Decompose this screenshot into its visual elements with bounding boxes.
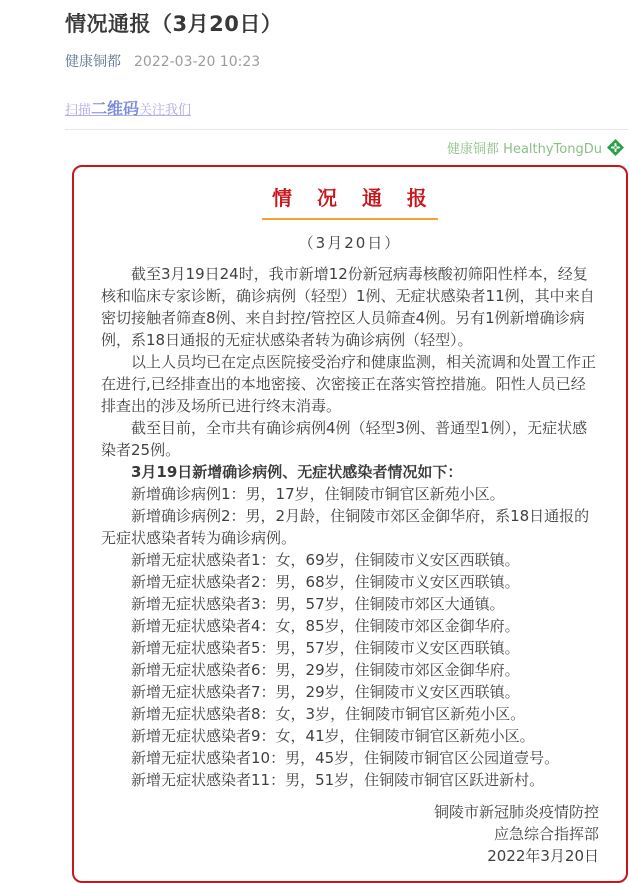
article-meta (65, 51, 628, 71)
case-line: 新增无症状感染者10：男，45岁，住铜陵市铜官区公园道壹号。 (131, 749, 560, 767)
case-line: 新增无症状感染者5：男，57岁，住铜陵市义安区西联镇。 (131, 639, 520, 657)
notice-paragraph: 以上人员均已在定点医院接受治疗和健康监测，相关流调和处置工作正在进行,已经排查出的本地密接、次密接正在落实管控措施。阳性人员已经排查出的涉及场所已进行终末消毒。 (101, 353, 597, 415)
publish-timestamp: 2022-03-20 10:23 (134, 54, 261, 70)
notice-date-line: （3月20日） (298, 234, 402, 252)
notice-heading-wrap (101, 182, 599, 220)
subscribe-qr-link[interactable] (65, 96, 628, 119)
case-line: 新增无症状感染者7：男，29岁，住铜陵市义安区西联镇。 (131, 683, 520, 701)
case-line: 新增确诊病例1：男，17岁，住铜陵市铜官区新苑小区。 (131, 485, 505, 503)
case-line: 新增无症状感染者6：男，29岁，住铜陵市郊区金御华府。 (131, 661, 520, 679)
signature-block (101, 801, 599, 867)
signature-line: 铜陵市新冠肺炎疫情防控 (433, 803, 599, 821)
cases-section-heading: 3月19日新增确诊病例、无症状感染者情况如下： (131, 463, 463, 481)
subscribe-suffix-text: 关注我们 (139, 103, 192, 118)
notice-paragraph: 截至3月19日24时，我市新增12份新冠病毒核酸初筛阳性样本，经复核和临床专家诊断，确诊病例（轻型）1例、无症状感染者11例，其中来自密切接触者筛查8例、来自封控/管控区人员筛查4例。另有1例新增确诊病例，系18日通报的无症状感染者转为确诊病例（轻型）。 (101, 265, 595, 349)
article-page (0, 8, 630, 883)
brand-name-label: 健康铜都 HealthyTongDu (447, 142, 602, 157)
header-divider (65, 129, 628, 130)
case-line: 新增无症状感染者1：女，69岁，住铜陵市义安区西联镇。 (131, 551, 520, 569)
notice-card (72, 165, 628, 883)
case-line: 新增无症状感染者2：男，68岁，住铜陵市义安区西联镇。 (131, 573, 520, 591)
signature-line: 2022年3月20日 (487, 847, 599, 865)
case-line: 新增确诊病例2：男，2月龄，住铜陵市郊区金御华府，系18日通报的无症状感染者转为确诊病例。 (101, 507, 590, 547)
case-line: 新增无症状感染者11：男，51岁，住铜陵市铜官区跃进新村。 (131, 771, 545, 789)
case-line: 新增无症状感染者9：女，41岁，住铜陵市铜官区新苑小区。 (131, 727, 535, 745)
subscribe-prefix-text: 扫描 (65, 103, 92, 118)
page-title: 情况通报（3月20日） (65, 12, 283, 36)
notice-body (101, 263, 599, 791)
case-line: 新增无症状感染者3：男，57岁，住铜陵市郊区大通镇。 (131, 595, 505, 613)
notice-paragraph: 截至目前，全市共有确诊病例4例（轻型3例、普通型1例），无症状感染者25例。 (101, 419, 588, 459)
case-line: 新增无症状感染者4：女，85岁，住铜陵市郊区金御华府。 (131, 617, 520, 635)
brand-banner (65, 138, 628, 157)
signature-line: 应急综合指挥部 (493, 825, 599, 843)
case-line: 新增无症状感染者8：女，3岁，住铜陵市铜官区新苑小区。 (131, 705, 526, 723)
qr-code-link[interactable]: 二维码 (91, 99, 140, 118)
green-diamond-clover-icon (607, 139, 624, 156)
notice-heading: 情 况 通 报 (262, 182, 438, 220)
account-name-link[interactable]: 健康铜都 (65, 54, 121, 70)
